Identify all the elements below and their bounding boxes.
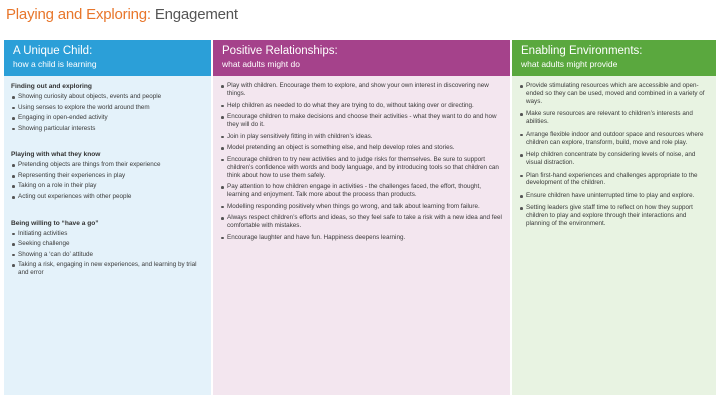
list-item: Initiating activities <box>11 230 205 238</box>
list-item: Showing curiosity about objects, events and people <box>11 93 205 101</box>
bullet-list <box>519 82 710 228</box>
list-item: Showing particular interests <box>11 125 205 133</box>
bullet-list <box>11 93 205 132</box>
list-item: Always respect children’s efforts and ideas, so they feel safe to take a risk with a new idea and feel comfortable with mistakes. <box>220 214 504 230</box>
column-header <box>4 40 211 76</box>
section-finding-out <box>11 82 205 132</box>
column-body <box>512 76 716 395</box>
column-heading: Positive Relationships: <box>222 45 338 57</box>
list-item: Showing a ‘can do’ attitude <box>11 251 205 259</box>
column-enabling-environments <box>512 40 716 395</box>
column-unique-child <box>4 40 211 395</box>
list-item: Taking a risk, engaging in new experiences, and learning by trial and error <box>11 261 205 277</box>
list-item: Seeking challenge <box>11 240 205 248</box>
bullet-list <box>220 82 504 242</box>
column-subheading: how a child is learning <box>13 59 97 69</box>
page-title <box>6 6 238 23</box>
column-subheading: what adults might provide <box>521 59 618 69</box>
list-item: Play with children. Encourage them to explore, and show your own interest in discovering new things. <box>220 82 504 98</box>
section-heading: Finding out and exploring <box>11 83 92 90</box>
section-heading: Playing with what they know <box>11 151 101 159</box>
column-header <box>512 40 716 76</box>
column-positive-relationships <box>213 40 510 395</box>
list-item: Plan first-hand experiences and challenges appropriate to the development of the children. <box>519 172 710 188</box>
list-item: Pretending objects are things from their experience <box>11 161 205 169</box>
section-heading: Being willing to “have a go” <box>11 219 99 227</box>
list-item: Using senses to explore the world around them <box>11 104 205 112</box>
list-item: Encourage laughter and have fun. Happiness deepens learning. <box>220 234 504 242</box>
list-item: Pay attention to how children engage in activities - the challenges faced, the effort, thought, learning and enjoyment. Talk more about the process than products. <box>220 183 504 199</box>
list-item: Acting out experiences with other people <box>11 193 205 201</box>
list-item: Ensure children have uninterrupted time to play and explore. <box>519 192 710 200</box>
column-subheading: what adults might do <box>222 59 300 69</box>
section-have-a-go <box>11 219 205 277</box>
list-item: Arrange flexible indoor and outdoor space and resources where children can explore, transform, build, move and role play. <box>519 131 710 147</box>
list-item: Provide stimulating resources which are accessible and open-ended so they can be used, moved and combined in a variety of ways. <box>519 82 710 106</box>
list-item: Model pretending an object is something else, and help develop roles and stories. <box>220 144 504 152</box>
list-item: Encourage children to make decisions and choose their activities - what they want to do and how they will do it. <box>220 113 504 129</box>
list-item: Join in play sensitively fitting in with children’s ideas. <box>220 133 504 141</box>
list-item: Help children concentrate by considering levels of noise, and visual distraction. <box>519 151 710 167</box>
page-title-suffix: Engagement <box>154 6 238 23</box>
column-body <box>4 76 211 395</box>
column-heading: A Unique Child: <box>13 45 93 57</box>
column-body <box>213 76 510 395</box>
column-header <box>213 40 510 76</box>
list-item: Taking on a role in their play <box>11 182 205 190</box>
bullet-list <box>11 161 205 200</box>
list-item: Setting leaders give staff time to reflect on how they support children to play and explore through their interactions and planning of the environment. <box>519 204 710 228</box>
list-item: Encourage children to try new activities and to judge risks for themselves. Be sure to support children’s confidence with words and body language, and by introducing tools so that children can think about how to use them safely. <box>220 156 504 180</box>
section-playing <box>11 150 205 200</box>
list-item: Representing their experiences in play <box>11 172 205 180</box>
list-item: Engaging in open-ended activity <box>11 114 205 122</box>
column-heading: Enabling Environments: <box>521 45 643 57</box>
list-item: Help children as needed to do what they are trying to do, without taking over or directing. <box>220 102 504 110</box>
list-item: Make sure resources are relevant to children’s interests and abilities. <box>519 110 710 126</box>
bullet-list <box>11 230 205 277</box>
page-title-prefix: Playing and Exploring: <box>6 6 155 23</box>
list-item: Modelling responding positively when things go wrong, and talk about learning from failure. <box>220 203 504 211</box>
